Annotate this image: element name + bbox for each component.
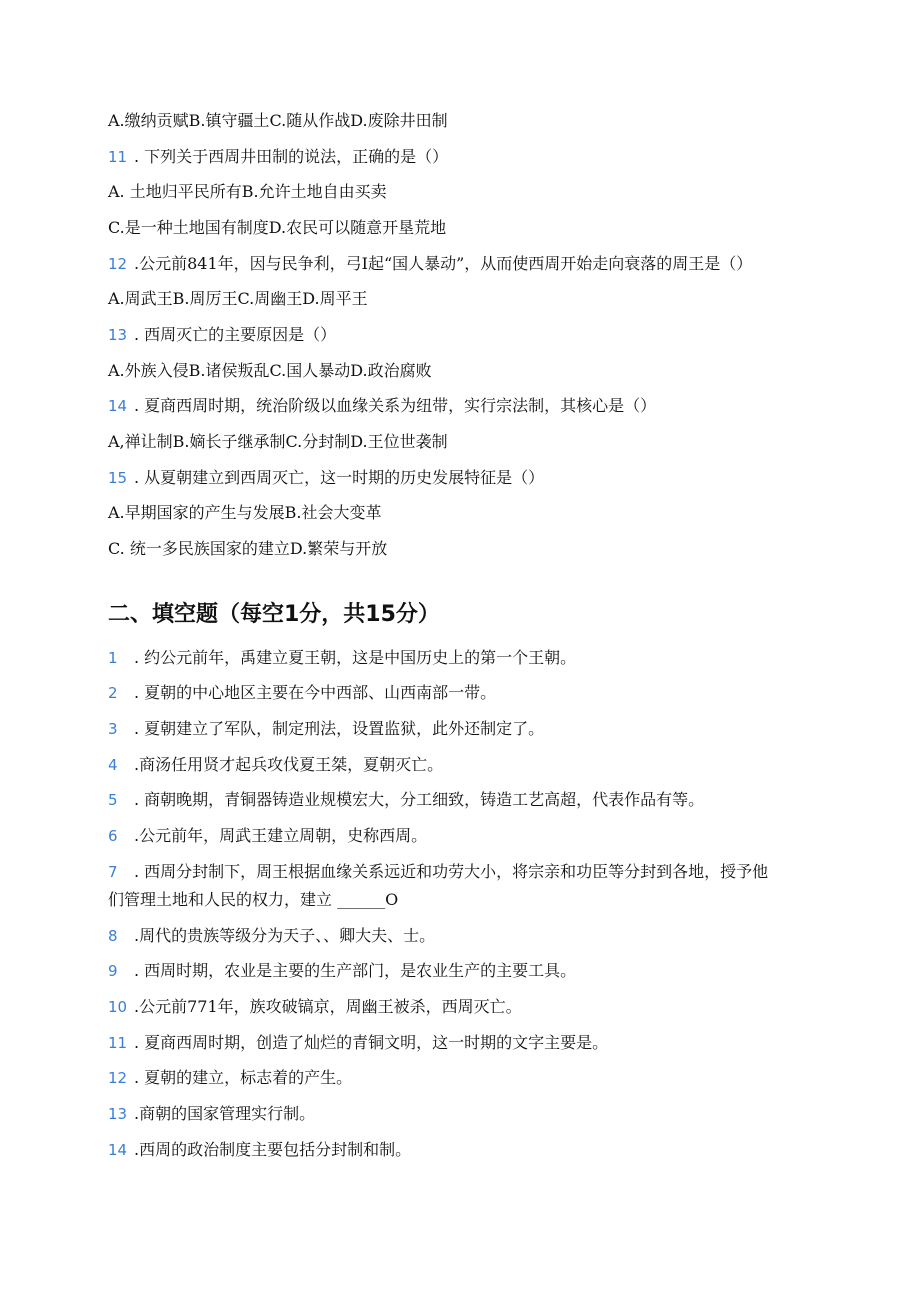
question-number: 7 bbox=[108, 863, 118, 881]
question-number: 14 bbox=[108, 1141, 128, 1159]
question-text: .商朝的国家管理实行制。 bbox=[134, 1104, 316, 1123]
q11-options-2: C.是一种土地国有制度D.农民可以随意开垦荒地 bbox=[108, 218, 447, 237]
question-number: 10 bbox=[108, 998, 128, 1016]
question-number: 2 bbox=[108, 684, 118, 702]
q13-options: A.外族入侵B.诸侯叛乱C.国人暴动D.政治腐败 bbox=[108, 361, 432, 380]
q11-options-1: A. 土地归平民所有B.允许土地自由买卖 bbox=[108, 182, 387, 201]
question-number: 6 bbox=[108, 827, 118, 845]
fill-question-14 bbox=[108, 1140, 411, 1160]
question-text: . 西周灭亡的主要原因是（） bbox=[134, 325, 337, 344]
fill-question-4 bbox=[108, 755, 443, 775]
q10-options: A.缴纳贡赋B.镇守疆土C.随从作战D.废除井田制 bbox=[108, 111, 448, 130]
question-number: 11 bbox=[108, 148, 128, 166]
question-15 bbox=[108, 468, 544, 488]
q15-options-2: C. 统一多民族国家的建立D.繁荣与开放 bbox=[108, 539, 388, 558]
question-text: . 夏朝建立了军队，制定刑法，设置监狱，此外还制定了。 bbox=[134, 719, 545, 738]
fill-question-13 bbox=[108, 1104, 315, 1124]
question-text: . 西周分封制下，周王根据血缘关系远近和功劳大小，将宗亲和功臣等分封到各地，授予他 bbox=[134, 862, 769, 881]
question-text: . 夏朝的中心地区主要在今中西部、山西南部一带。 bbox=[134, 683, 497, 702]
question-text: . 从夏朝建立到西周灭亡，这一时期的历史发展特征是（） bbox=[134, 468, 545, 487]
fill-question-3 bbox=[108, 719, 544, 739]
question-text: . 夏朝的建立，标志着的产生。 bbox=[134, 1068, 353, 1087]
section-heading-fill-in: 二、填空题（每空1分，共15分） bbox=[108, 602, 440, 627]
question-number: 1 bbox=[108, 649, 118, 667]
fill-question-2 bbox=[108, 683, 496, 703]
question-number: 12 bbox=[108, 1069, 128, 1087]
question-text: .公元前771年，族攻破镐京，周幽王被杀，西周灭亡。 bbox=[134, 997, 522, 1016]
fill-question-7-continued bbox=[108, 890, 398, 910]
question-number: 12 bbox=[108, 255, 128, 273]
question-number: 8 bbox=[108, 927, 118, 945]
question-number: 3 bbox=[108, 720, 118, 738]
fill-question-6 bbox=[108, 826, 427, 846]
question-text: .周代的贵族等级分为天子、、卿大夫、士。 bbox=[134, 926, 436, 945]
fill-question-8 bbox=[108, 926, 435, 946]
question-12 bbox=[108, 254, 752, 274]
question-text: . 下列关于西周井田制的说法，正确的是（） bbox=[134, 147, 449, 166]
fill-question-5 bbox=[108, 790, 704, 810]
question-number: 13 bbox=[108, 326, 128, 344]
question-text: .西周的政治制度主要包括分封制和制。 bbox=[134, 1140, 412, 1159]
question-text: . 夏商西周时期，创造了灿烂的青铜文明，这一时期的文字主要是。 bbox=[134, 1033, 609, 1052]
question-text: . 约公元前年，禹建立夏王朝，这是中国历史上的第一个王朝。 bbox=[134, 648, 577, 667]
question-text: . 西周时期，农业是主要的生产部门，是农业生产的主要工具。 bbox=[134, 961, 577, 980]
question-13 bbox=[108, 325, 336, 345]
question-11 bbox=[108, 147, 448, 167]
question-text: .公元前841年，因与民争利，弓I起“国人暴动”，从而使西周开始走向衰落的周王是（） bbox=[134, 254, 753, 273]
fill-question-12 bbox=[108, 1068, 352, 1088]
q15-options-1: A.早期国家的产生与发展B.社会大变革 bbox=[108, 503, 382, 522]
fill-question-10 bbox=[108, 997, 522, 1017]
fill-question-11 bbox=[108, 1033, 608, 1053]
question-text: .商汤任用贤才起兵攻伐夏王桀，夏朝灭亡。 bbox=[134, 755, 444, 774]
question-number: 14 bbox=[108, 397, 128, 415]
q14-options: A,禅让制B.嫡长子继承制C.分封制D.王位世袭制 bbox=[108, 432, 448, 451]
question-number: 13 bbox=[108, 1105, 128, 1123]
question-number: 15 bbox=[108, 469, 128, 487]
question-text: . 夏商西周时期，统治阶级以血缘关系为纽带，实行宗法制，其核心是（） bbox=[134, 396, 657, 415]
question-number: 4 bbox=[108, 756, 118, 774]
question-text: 们管理土地和人民的权力，建立 ______O bbox=[108, 890, 399, 909]
fill-question-1 bbox=[108, 648, 576, 668]
question-number: 11 bbox=[108, 1034, 128, 1052]
q12-options: A.周武王B.周厉王C.周幽王D.周平王 bbox=[108, 289, 368, 308]
question-text: . 商朝晚期，青铜器铸造业规模宏大，分工细致，铸造工艺高超，代表作品有等。 bbox=[134, 790, 705, 809]
fill-question-9 bbox=[108, 961, 576, 981]
question-number: 5 bbox=[108, 791, 118, 809]
fill-question-7 bbox=[108, 862, 768, 882]
question-14 bbox=[108, 396, 656, 416]
question-number: 9 bbox=[108, 962, 118, 980]
question-text: .公元前年，周武王建立周朝，史称西周。 bbox=[134, 826, 428, 845]
